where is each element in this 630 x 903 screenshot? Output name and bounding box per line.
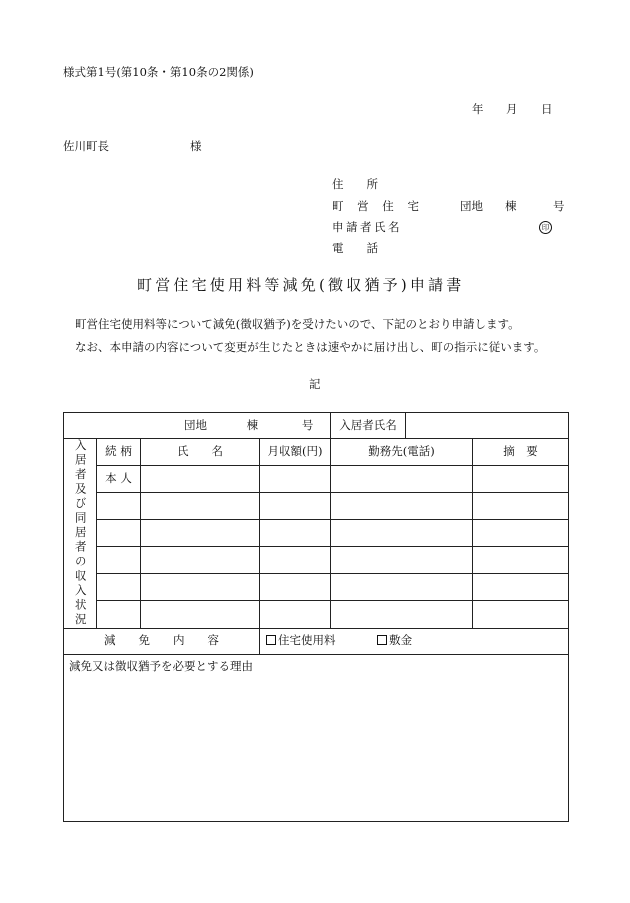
- document-title: 町営住宅使用料等減免(徴収猶予)申請書: [137, 276, 465, 294]
- option-rent[interactable]: [266, 633, 336, 647]
- cell-relationship[interactable]: [97, 519, 141, 546]
- option-deposit[interactable]: [377, 633, 412, 647]
- applicant-name-label: 申請者氏名: [332, 220, 402, 234]
- cell-remarks[interactable]: [473, 546, 569, 573]
- cell-name[interactable]: [141, 573, 260, 600]
- cell-relationship[interactable]: [97, 492, 141, 519]
- date-month-label: 月: [506, 102, 518, 116]
- housing-unit: 号: [553, 199, 565, 213]
- address-label-text: 住 所: [332, 177, 378, 191]
- table-column-header-row: [64, 439, 569, 466]
- cell-income[interactable]: [260, 465, 331, 492]
- table-row: [64, 492, 569, 519]
- cell-name[interactable]: [141, 546, 260, 573]
- phone-label: 電 話: [332, 241, 378, 255]
- cell-remarks[interactable]: [473, 519, 569, 546]
- cell-workplace[interactable]: [331, 573, 473, 600]
- checkbox-icon[interactable]: [266, 635, 276, 645]
- cell-income[interactable]: [260, 600, 331, 628]
- table-building: 棟: [246, 417, 259, 432]
- cell-workplace[interactable]: [331, 519, 473, 546]
- reduction-options-cell: [260, 628, 569, 654]
- reduction-label-cell: 減 免 内 容: [64, 628, 260, 654]
- col-name: 氏 名: [141, 439, 260, 466]
- ki-label: 記: [309, 377, 321, 391]
- cell-name[interactable]: [141, 492, 260, 519]
- col-relationship: 続 柄: [97, 439, 141, 466]
- cell-name[interactable]: [141, 519, 260, 546]
- cell-workplace[interactable]: [331, 546, 473, 573]
- cell-relationship[interactable]: [97, 546, 141, 573]
- table-row: [64, 546, 569, 573]
- table-unit: 号: [301, 417, 314, 432]
- cell-relationship[interactable]: [97, 600, 141, 628]
- table-header-row: [64, 413, 569, 439]
- cell-income[interactable]: [260, 546, 331, 573]
- cell-name[interactable]: [141, 600, 260, 628]
- table-row: [64, 519, 569, 546]
- table-row: [64, 465, 569, 492]
- date-year-label: 年: [472, 102, 484, 116]
- table-danchi: 団地: [184, 417, 207, 432]
- form-number: 様式第1号(第10条・第10条の2関係): [63, 65, 254, 79]
- seal-mark: [539, 221, 552, 234]
- date-day-label: 日: [541, 102, 553, 116]
- cell-name[interactable]: [141, 465, 260, 492]
- col-workplace: 勤務先(電話): [331, 439, 473, 466]
- addressee-name: 佐川町長: [63, 139, 109, 153]
- cell-workplace[interactable]: [331, 465, 473, 492]
- cell-relationship[interactable]: 本 人: [97, 465, 141, 492]
- resident-name-label-cell: 入居者氏名: [331, 413, 406, 439]
- cell-income[interactable]: [260, 519, 331, 546]
- cell-income[interactable]: [260, 492, 331, 519]
- option-deposit-label: 敷金: [389, 633, 413, 648]
- cell-workplace[interactable]: [331, 600, 473, 628]
- body-text-line-2: なお、本申請の内容について変更が生じたときは速やかに届け出し、町の指示に従います。: [75, 340, 546, 354]
- addressee-honorific: 様: [190, 139, 202, 153]
- checkbox-icon[interactable]: [377, 635, 387, 645]
- col-remarks: 摘 要: [473, 439, 569, 466]
- housing-danchi: 団地: [460, 199, 483, 213]
- reason-label: 減免又は徴収猶予を必要とする理由: [69, 658, 253, 673]
- resident-name-value-cell[interactable]: [406, 413, 569, 439]
- table-row: [64, 573, 569, 600]
- reduction-row: [64, 628, 569, 654]
- side-label-cell: [64, 439, 97, 629]
- cell-workplace[interactable]: [331, 492, 473, 519]
- cell-relationship[interactable]: [97, 573, 141, 600]
- seal-icon: 印: [539, 221, 552, 234]
- address-label: [332, 179, 402, 191]
- housing-label: 町 営 住 宅: [332, 199, 424, 213]
- cell-remarks[interactable]: [473, 465, 569, 492]
- table-row: [64, 600, 569, 628]
- cell-income[interactable]: [260, 573, 331, 600]
- reason-row: [64, 654, 569, 821]
- danchi-cell: [64, 413, 331, 439]
- side-label: 入居者及び同居者の収入状況: [73, 439, 88, 628]
- income-table: [63, 412, 569, 822]
- housing-building: 棟: [505, 199, 517, 213]
- col-monthly-income: 月収額(円): [260, 439, 331, 466]
- reason-cell[interactable]: [64, 654, 569, 821]
- cell-remarks[interactable]: [473, 600, 569, 628]
- body-text-line-1: 町営住宅使用料等について減免(徴収猶予)を受けたいので、下記のとおり申請します。: [75, 317, 520, 331]
- cell-remarks[interactable]: [473, 492, 569, 519]
- option-rent-label: 住宅使用料: [278, 633, 336, 648]
- cell-remarks[interactable]: [473, 573, 569, 600]
